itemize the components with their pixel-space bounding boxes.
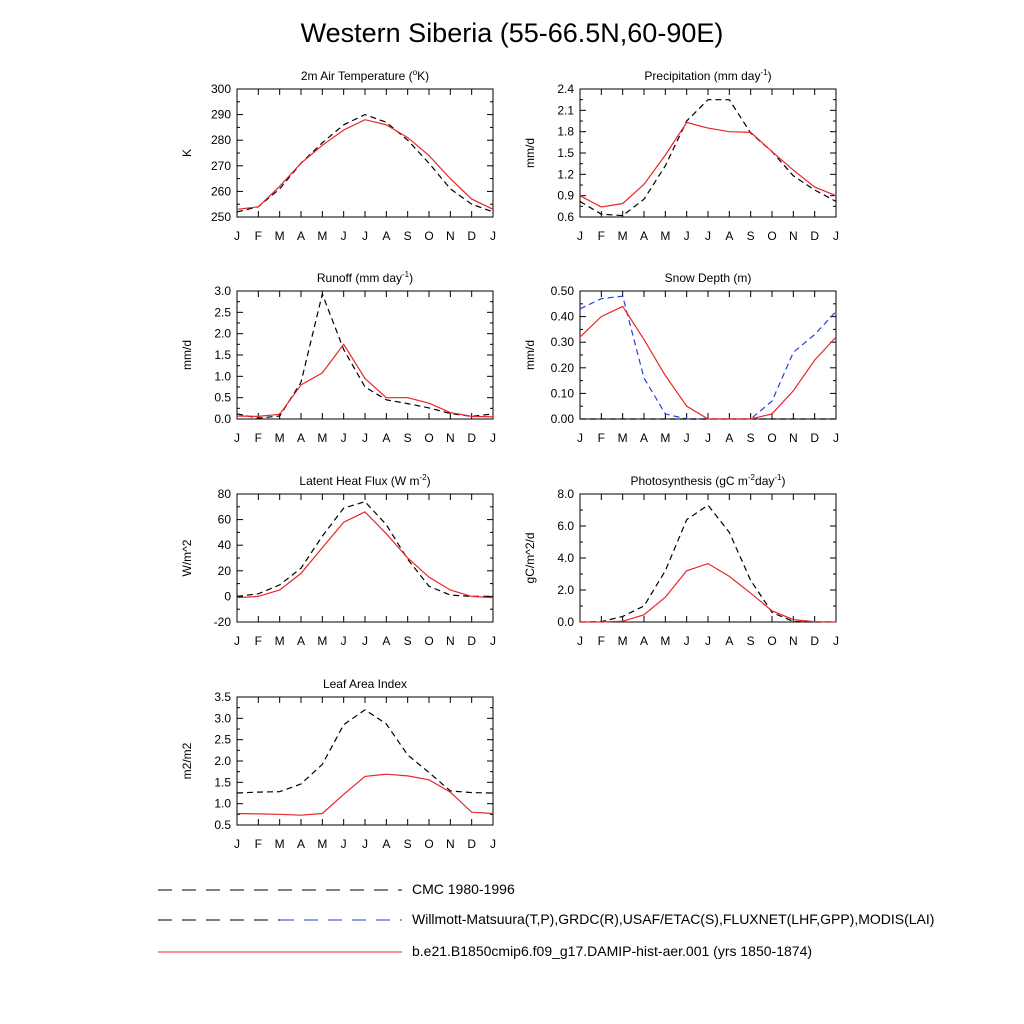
x-tick-label: S [403, 634, 412, 648]
y-tick-label: 1.0 [214, 796, 231, 811]
y-tick-label: 3.0 [214, 711, 231, 726]
x-tick-label: J [577, 229, 583, 243]
series-line-obs [237, 710, 493, 793]
panel-1 [180, 68, 496, 243]
panel-5 [180, 473, 496, 648]
figure-title: Western Siberia (55-66.5N,60-90E) [300, 18, 724, 48]
x-tick-label: A [382, 431, 391, 445]
series-line-model [237, 344, 493, 417]
y-tick-label: 300 [210, 82, 231, 96]
x-tick-label: J [362, 634, 368, 648]
panel-4 [523, 271, 839, 445]
x-tick-label: J [234, 837, 240, 851]
y-tick-label: 4.0 [557, 551, 574, 565]
x-tick-label: J [340, 431, 347, 445]
panel-title: Leaf Area Index [322, 677, 408, 691]
y-tick-label: 0.30 [550, 335, 574, 350]
y-tick-label: 1.0 [214, 369, 231, 384]
y-tick-label: 60 [217, 512, 231, 527]
x-tick-label: J [234, 229, 240, 243]
x-tick-label: F [597, 634, 606, 648]
x-tick-label: O [424, 229, 434, 243]
x-tick-label: J [577, 634, 583, 648]
x-tick-label: N [445, 634, 455, 648]
x-tick-label: O [424, 634, 434, 648]
panel-6 [523, 473, 839, 648]
y-tick-label: 1.8 [557, 124, 574, 139]
x-tick-label: A [725, 229, 734, 243]
x-tick-label: N [788, 634, 798, 648]
legend-label-model: b.e21.B1850cmip6.f09_g17.DAMIP-hist-aer.001 (yrs 1850-1874) [412, 943, 813, 959]
series-line-obs [237, 115, 493, 212]
x-tick-label: J [577, 431, 583, 445]
x-tick-label: J [340, 837, 347, 851]
x-tick-label: M [274, 837, 285, 851]
x-tick-label: D [810, 431, 820, 445]
panel-title: Precipitation (mm day$^{-1}$) [644, 68, 772, 83]
x-tick-label: D [467, 837, 477, 851]
x-tick-label: O [424, 431, 434, 445]
y-axis-label: W/m^2 [180, 539, 194, 577]
plot-frame [237, 697, 493, 825]
y-tick-label: 0.5 [214, 390, 231, 405]
y-tick-label: 0 [224, 589, 231, 604]
y-tick-label: 280 [210, 133, 231, 148]
plot-frame [580, 291, 836, 419]
y-axis-label: K [180, 148, 194, 158]
y-axis-label: m2/m2 [180, 742, 194, 780]
x-tick-label: S [403, 229, 412, 243]
y-tick-label: 3.0 [214, 284, 231, 298]
plot-frame [580, 89, 836, 217]
x-tick-label: A [296, 634, 306, 648]
legend-line-model [158, 942, 402, 962]
y-tick-label: 0.10 [550, 386, 574, 401]
panel-title: Runoff (mm day$^{-1}$) [316, 270, 414, 285]
series-line-model [237, 512, 493, 598]
x-tick-label: J [833, 229, 839, 243]
y-tick-label: -20 [213, 615, 231, 629]
plot-frame [237, 494, 493, 622]
x-tick-label: A [725, 634, 734, 648]
x-tick-label: M [660, 229, 671, 243]
x-tick-label: F [254, 837, 263, 851]
y-tick-label: 2.4 [557, 82, 574, 96]
x-tick-label: J [340, 229, 347, 243]
y-tick-label: 270 [210, 158, 231, 173]
x-tick-label: M [617, 431, 628, 445]
x-tick-label: M [317, 837, 328, 851]
y-axis-label: mm/d [180, 340, 194, 370]
y-tick-label: 1.2 [557, 167, 574, 182]
series-line-model [580, 122, 836, 207]
x-tick-label: J [234, 431, 240, 445]
series-line-model [580, 564, 836, 622]
series-line-obs [580, 100, 836, 216]
x-tick-label: S [746, 431, 755, 445]
x-tick-label: A [296, 837, 306, 851]
y-tick-label: 0.20 [550, 360, 574, 375]
y-tick-label: 40 [217, 538, 231, 553]
panel-title: 2m Air Temperature ($^o$K) [300, 68, 430, 83]
x-tick-label: A [382, 837, 391, 851]
x-tick-label: O [767, 431, 777, 445]
y-tick-label: 6.0 [557, 519, 574, 533]
x-tick-label: N [445, 837, 455, 851]
y-tick-label: 20 [217, 563, 231, 578]
x-tick-label: A [725, 431, 734, 445]
x-tick-label: A [639, 431, 649, 445]
x-tick-label: F [254, 431, 263, 445]
x-tick-label: J [490, 837, 496, 851]
x-tick-label: N [788, 431, 798, 445]
y-tick-label: 260 [210, 184, 231, 199]
y-tick-label: 3.5 [214, 690, 231, 704]
x-tick-label: M [617, 229, 628, 243]
y-axis-label: mm/d [523, 340, 537, 370]
y-tick-label: 0.50 [550, 284, 574, 298]
x-tick-label: D [467, 229, 477, 243]
x-tick-label: M [660, 634, 671, 648]
x-tick-label: J [490, 634, 496, 648]
x-tick-label: O [767, 229, 777, 243]
plot-frame [580, 494, 836, 622]
y-tick-label: 2.5 [214, 305, 231, 320]
x-tick-label: S [746, 634, 755, 648]
legend-line-obs [158, 910, 402, 930]
x-tick-label: M [317, 634, 328, 648]
y-tick-label: 2.5 [214, 732, 231, 747]
x-tick-label: J [705, 634, 711, 648]
x-tick-label: J [362, 837, 368, 851]
y-tick-label: 2.0 [214, 754, 231, 768]
y-tick-label: 0.0 [214, 412, 231, 426]
x-tick-label: A [296, 431, 306, 445]
x-tick-label: A [296, 229, 306, 243]
x-tick-label: A [382, 634, 391, 648]
y-tick-label: 290 [210, 107, 231, 122]
panel-title: Snow Depth (m) [664, 271, 752, 285]
x-tick-label: J [683, 634, 690, 648]
legend-line-cmc [158, 880, 402, 900]
y-tick-label: 8.0 [557, 487, 574, 501]
plot-frame [237, 89, 493, 217]
series-line-obs [237, 502, 493, 597]
x-tick-label: J [490, 229, 496, 243]
y-tick-label: 0.40 [550, 309, 574, 324]
x-tick-label: M [317, 229, 328, 243]
y-tick-label: 0.5 [214, 818, 231, 832]
x-tick-label: S [403, 837, 412, 851]
x-tick-label: D [467, 634, 477, 648]
panel-2 [523, 68, 839, 243]
y-tick-label: 0.00 [550, 412, 574, 426]
y-tick-label: 2.0 [214, 326, 231, 341]
panel-title: Latent Heat Flux (W $m^{-2}$) [299, 473, 431, 488]
x-tick-label: M [274, 229, 285, 243]
y-tick-label: 1.5 [214, 348, 231, 362]
y-axis-label: gC/m^2/d [523, 532, 537, 584]
x-tick-label: O [767, 634, 777, 648]
series-line-obs_blue [580, 296, 836, 419]
x-tick-label: A [382, 229, 391, 243]
x-tick-label: N [445, 431, 455, 445]
series-line-model [237, 120, 493, 210]
x-tick-label: J [362, 431, 368, 445]
x-tick-label: J [833, 634, 839, 648]
y-tick-label: 0.9 [557, 188, 574, 203]
x-tick-label: J [683, 431, 690, 445]
y-axis-label: mm/d [523, 138, 537, 168]
x-tick-label: F [597, 431, 606, 445]
legend-label-obs: Willmott-Matsuura(T,P),GRDC(R),USAF/ETAC(S),FLUXNET(LHF,GPP),MODIS(LAI) [412, 911, 935, 927]
x-tick-label: N [445, 229, 455, 243]
x-tick-label: D [467, 431, 477, 445]
y-tick-label: 2.1 [557, 103, 574, 118]
y-tick-label: 80 [217, 487, 231, 501]
x-tick-label: O [424, 837, 434, 851]
plot-frame [237, 291, 493, 419]
x-tick-label: M [274, 431, 285, 445]
x-tick-label: M [274, 634, 285, 648]
y-tick-label: 2.0 [557, 583, 574, 597]
x-tick-label: D [810, 229, 820, 243]
x-tick-label: M [617, 634, 628, 648]
series-line-model [237, 774, 493, 815]
x-tick-label: D [810, 634, 820, 648]
x-tick-label: J [490, 431, 496, 445]
y-tick-label: 0.0 [557, 615, 574, 629]
x-tick-label: J [833, 431, 839, 445]
x-tick-label: A [639, 634, 649, 648]
x-tick-label: J [705, 229, 711, 243]
panel-3 [180, 270, 496, 445]
x-tick-label: A [639, 229, 649, 243]
y-tick-label: 1.5 [557, 146, 574, 160]
x-tick-label: S [746, 229, 755, 243]
x-tick-label: J [234, 634, 240, 648]
x-tick-label: J [340, 634, 347, 648]
x-tick-label: M [660, 431, 671, 445]
x-tick-label: M [317, 431, 328, 445]
series-line-obs [237, 294, 493, 418]
y-tick-label: 0.6 [557, 210, 574, 224]
x-tick-label: J [683, 229, 690, 243]
panel-title: Photosynthesis (gC $m^{-2}day^{-1}$) [630, 473, 786, 488]
x-tick-label: J [705, 431, 711, 445]
legend-label-cmc: CMC 1980-1996 [412, 881, 515, 897]
x-tick-label: F [254, 229, 263, 243]
x-tick-label: F [254, 634, 263, 648]
x-tick-label: F [597, 229, 606, 243]
x-tick-label: J [362, 229, 368, 243]
series-line-model [580, 306, 836, 419]
panel-7 [180, 677, 496, 851]
y-tick-label: 1.5 [214, 775, 231, 790]
x-tick-label: N [788, 229, 798, 243]
y-tick-label: 250 [210, 210, 231, 224]
x-tick-label: S [403, 431, 412, 445]
